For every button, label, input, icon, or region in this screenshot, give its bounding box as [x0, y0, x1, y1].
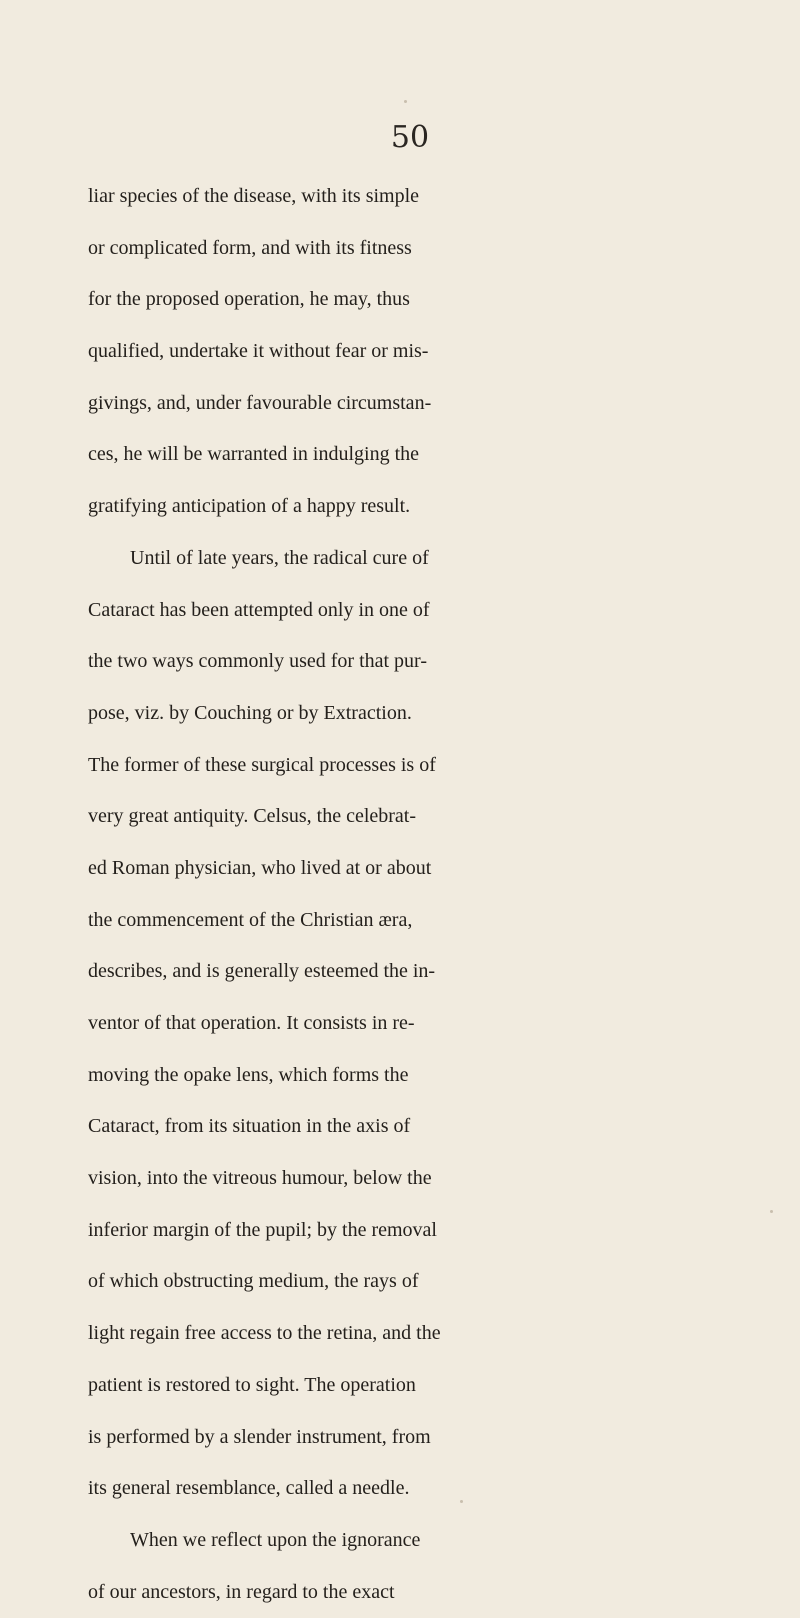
text-line: patient is restored to sight. The operation	[88, 1373, 416, 1396]
text-line: Cataract, from its situation in the axis of	[88, 1115, 411, 1138]
text-line: the commencement of the Christian æra,	[88, 908, 413, 931]
text-line: inferior margin of the pupil; by the removal	[88, 1218, 437, 1241]
text-line: moving the opake lens, which forms the	[88, 1063, 409, 1086]
text-line: ces, he will be warranted in indulging the	[88, 443, 420, 466]
paragraph-start-line: When we reflect upon the ignorance	[130, 1528, 421, 1551]
text-line: of our ancestors, in regard to the exact	[88, 1580, 395, 1603]
text-line: describes, and is generally esteemed the in-	[88, 960, 436, 983]
paragraph-start-line: Until of late years, the radical cure of	[130, 546, 429, 569]
text-line: Cataract has been attempted only in one of	[88, 598, 430, 621]
text-line: givings, and, under favourable circumstan-	[88, 391, 432, 414]
text-line: pose, viz. by Couching or by Extraction.	[88, 701, 412, 724]
paper-speck	[770, 1210, 773, 1213]
text-line: the two ways commonly used for that pur-	[88, 650, 427, 673]
text-line: liar species of the disease, with its simple	[88, 185, 420, 207]
text-line: of which obstructing medium, the rays of	[88, 1270, 419, 1293]
page-number: 50	[390, 120, 430, 155]
text-line: ed Roman physician, who lived at or about	[88, 856, 432, 879]
text-line: very great antiquity. Celsus, the celebrat-	[88, 805, 417, 828]
text-line: vision, into the vitreous humour, below the	[88, 1167, 432, 1190]
paper-speck	[404, 100, 407, 103]
text-line: gratifying anticipation of a happy result.	[88, 495, 411, 518]
text-line: light regain free access to the retina, and the	[88, 1322, 441, 1345]
text-line: its general resemblance, called a needle.	[88, 1477, 410, 1500]
body-text	[88, 171, 800, 1618]
text-line: qualified, undertake it without fear or mis-	[88, 340, 429, 363]
text-line: or complicated form, and with its fitness	[88, 236, 412, 259]
text-line: is performed by a slender instrument, from	[88, 1425, 431, 1448]
text-line: ventor of that operation. It consists in re-	[88, 1012, 415, 1034]
paper-speck	[460, 1500, 463, 1503]
text-line: for the proposed operation, he may, thus	[88, 288, 410, 311]
text-line: The former of these surgical processes is of	[88, 753, 436, 776]
